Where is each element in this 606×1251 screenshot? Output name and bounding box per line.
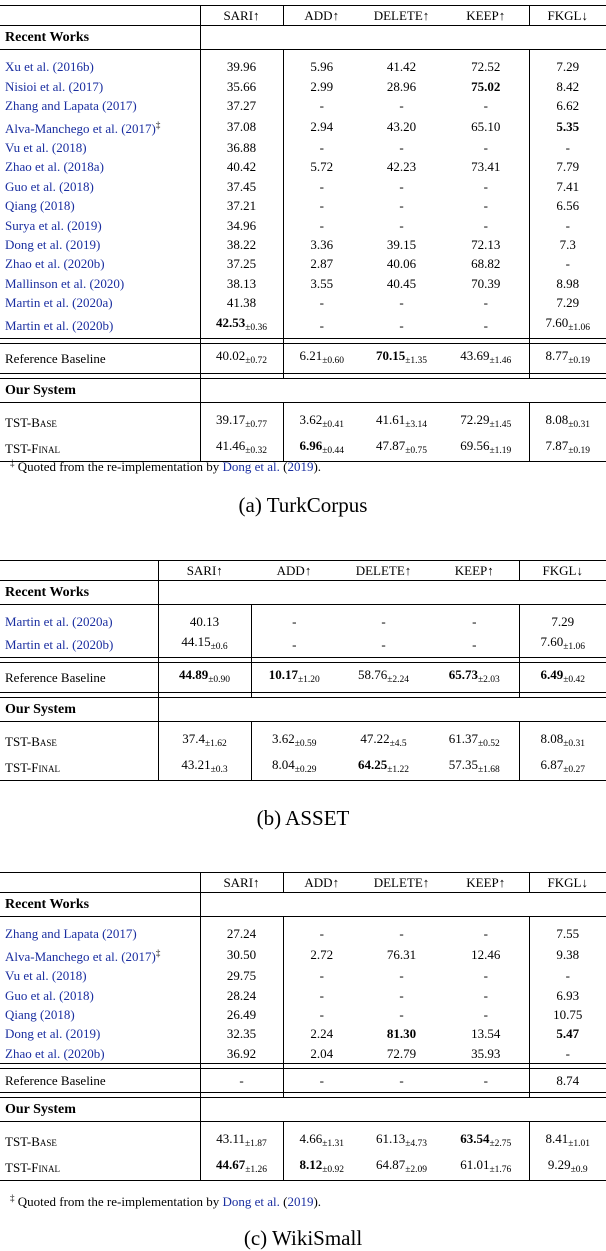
table-row: TST-Final $41.46_{\pm 0.32}$ $6.96_{\pm 0.44}$ $47.87_{\pm 0.75}$ $69.56_{\pm 1.19}$ $7.87_{\pm 0.19}$ [0, 436, 606, 462]
section-label: Our System [0, 379, 200, 403]
table-row: Qiang (2018) 26.49 - - - 10.75 [0, 1005, 606, 1024]
citation-link[interactable]: Guo et al. (2018) [5, 178, 94, 194]
citation-link[interactable]: Martin et al. (2020b) [5, 317, 114, 333]
col-header: ADD↑ [283, 6, 360, 26]
header-row [0, 561, 606, 581]
table-row: Zhang and Lapata (2017) 27.24 - - - 7.55 [0, 924, 606, 943]
table-row: Guo et al. (2018) 28.24 - - - 6.93 [0, 986, 606, 1005]
best-value: 81.30 [386, 1026, 417, 1042]
table-row: TST-Base $37.4_{\pm 1.62}$ $3.62_{\pm 0.59}$ $47.22_{\pm 4.5}$ $61.37_{\pm 0.52}$ $8.08_{\pm 0.31}$ [0, 729, 606, 754]
table-row: TST-Base $39.17_{\pm 0.77}$ $3.62_{\pm 0.41}$ $41.61_{\pm 3.14}$ $72.29_{\pm 1.45}$ $8.08_{\pm 0.31}$ [0, 410, 606, 435]
col-header: SARI↑ [200, 6, 283, 26]
col-header: ADD↑ [283, 873, 360, 893]
best-value: 44.67 [215, 1156, 246, 1172]
col-header: FKGL↓ [519, 561, 606, 581]
citation-link[interactable]: Zhao et al. (2020b) [5, 1045, 105, 1061]
citation-link[interactable]: Martin et al. (2020a) [5, 614, 113, 630]
results-table-wikismall [0, 872, 606, 1181]
col-header: DELETE↑ [360, 873, 443, 893]
table-row: Martin et al. (2020b) $44.15_{\pm 0.6}$ - - - $7.60_{\pm 1.06}$ [0, 632, 606, 658]
table-row: Surya et al. (2019) 34.96 - - - - [0, 216, 606, 235]
citation-link[interactable]: Vu et al. (2018) [5, 968, 87, 984]
table-caption: (a) TurkCorpus [238, 493, 368, 517]
footnote-mark: ‡ [155, 119, 161, 130]
col-header: ADD↑ [251, 561, 337, 581]
citation-link[interactable]: Xu et al. (2016b) [5, 59, 94, 75]
section-label: Our System [0, 1098, 200, 1122]
col-header: DELETE↑ [337, 561, 430, 581]
header-row [0, 6, 606, 26]
table-row: Martin et al. (2020b) $42.53_{\pm 0.36}$ - - - $7.60_{\pm 1.06}$ [0, 313, 606, 339]
footnote: ‡ Quoted from the re-implementation by Dong et al. (2019). [10, 458, 322, 474]
footnote-mark: ‡ [155, 947, 161, 958]
table-row: Guo et al. (2018) 37.45 - - - 7.41 [0, 177, 606, 196]
citation-link[interactable]: Zhang and Lapata (2017) [5, 98, 137, 114]
table-row: Zhang and Lapata (2017) 37.27 - - - 6.62 [0, 96, 606, 115]
table-row: Zhao et al. (2018a) 40.42 5.72 42.23 73.41 7.79 [0, 157, 606, 176]
best-value: 42.53 [215, 314, 246, 330]
citation-link[interactable]: Zhao et al. (2020b) [5, 256, 105, 272]
section-label: Recent Works [0, 893, 200, 917]
citation-link[interactable]: Qiang (2018) [5, 1007, 75, 1023]
section-row [0, 26, 606, 50]
best-value: 65.73 [448, 667, 478, 683]
table-row: TST-Final $44.67_{\pm 1.26}$ $8.12_{\pm 0.92}$ $64.87_{\pm 2.09}$ $61.01_{\pm 1.76}$ $9.29_{\pm 0.9}$ [0, 1155, 606, 1181]
table-row: TST-Final $43.21_{\pm 0.3}$ $8.04_{\pm 0.29}$ $64.25_{\pm 1.22}$ $57.35_{\pm 1.68}$ $6.87_{\pm 0.27}$ [0, 755, 606, 781]
col-header: FKGL↓ [529, 6, 606, 26]
citation-link[interactable]: Nisioi et al. (2017) [5, 78, 104, 94]
citation-link[interactable]: Martin et al. (2020b) [5, 636, 114, 652]
footnote: ‡ Quoted from the re-implementation by Dong et al. (2019). [10, 1193, 322, 1209]
results-table-turkcorpus [0, 5, 606, 462]
section-label: Recent Works [0, 26, 200, 50]
citation-link[interactable]: Martin et al. (2020a) [5, 295, 113, 311]
citation-link[interactable]: Vu et al. (2018) [5, 140, 87, 156]
best-value: 64.25 [357, 756, 388, 772]
best-value: 6.96 [299, 437, 323, 453]
best-value: 44.89 [178, 667, 209, 683]
citation-link[interactable]: Qiang (2018) [5, 198, 75, 214]
section-row [0, 698, 606, 722]
section-row [0, 379, 606, 403]
best-value: 5.35 [529, 116, 606, 138]
table-row: Xu et al. (2016b) 39.96 5.96 41.42 72.52 7.29 [0, 57, 606, 76]
col-header: KEEP↑ [443, 6, 529, 26]
header-row [0, 873, 606, 893]
best-value: 8.12 [299, 1156, 323, 1172]
section-label: Recent Works [0, 581, 158, 605]
table-row: Martin et al. (2020a) 41.38 - - - 7.29 [0, 293, 606, 312]
baseline-row: Reference Baseline - - - - 8.74 [0, 1069, 606, 1093]
best-value: 75.02 [471, 78, 501, 94]
section-label: Our System [0, 698, 158, 722]
best-value: 6.49 [540, 667, 564, 683]
table-row: Dong et al. (2019) 32.35 2.24 81.30 13.54 5.47 [0, 1024, 606, 1043]
table-caption: (b) ASSET [256, 806, 350, 830]
citation-link[interactable]: Dong et al. [222, 1194, 280, 1209]
citation-link[interactable]: Zhao et al. (2018a) [5, 159, 104, 175]
citation-link[interactable]: Alva-Manchego et al. (2017) [5, 120, 156, 136]
citation-link[interactable]: Dong et al. (2019) [5, 1026, 101, 1042]
col-header: KEEP↑ [443, 873, 529, 893]
table-caption: (c) WikiSmall [243, 1226, 363, 1250]
table-row: Vu et al. (2018) 29.75 - - - - [0, 966, 606, 985]
col-header: SARI↑ [200, 873, 283, 893]
baseline-row: Reference Baseline $44.89_{\pm 0.90}$ $10.17_{\pm 1.20}$ $58.76_{\pm 2.24}$ $65.73_{\pm 2.03}$ $6.49_{\pm 0.42}$ [0, 663, 606, 693]
citation-link[interactable]: Zhang and Lapata (2017) [5, 926, 137, 942]
citation-link[interactable]: Dong et al. (2019) [5, 237, 101, 253]
table-row: Nisioi et al. (2017) 35.66 2.99 28.96 75.02 8.42 [0, 77, 606, 96]
best-value: 70.15 [375, 348, 406, 364]
citation-link[interactable]: Mallinson et al. (2020) [5, 275, 125, 291]
table-row: Zhao et al. (2020b) 36.92 2.04 72.79 35.93 - [0, 1044, 606, 1064]
baseline-row: Reference Baseline $40.02_{\pm 0.72}$ $6.21_{\pm 0.60}$ $70.15_{\pm 1.35}$ $43.69_{\pm 1.46}$ $8.77_{\pm 0.19}$ [0, 344, 606, 374]
citation-link[interactable]: Dong et al. [222, 459, 280, 474]
col-header: SARI↑ [158, 561, 251, 581]
citation-link[interactable]: 2019 [287, 1194, 314, 1209]
section-row [0, 893, 606, 917]
best-value: 63.54 [460, 1131, 490, 1147]
col-header: DELETE↑ [360, 6, 443, 26]
best-value: 5.47 [529, 1024, 606, 1043]
citation-link[interactable]: Alva-Manchego et al. (2017) [5, 948, 156, 964]
best-value: 10.17 [268, 667, 298, 683]
table-row: Martin et al. (2020a) 40.13 - - - 7.29 [0, 612, 606, 631]
table-row: TST-Base $43.11_{\pm 1.87}$ $4.66_{\pm 1.31}$ $61.13_{\pm 4.73}$ $63.54_{\pm 2.75}$ $8.41_{\pm 1.01}$ [0, 1129, 606, 1154]
citation-link[interactable]: Guo et al. (2018) [5, 987, 94, 1003]
table-row: Mallinson et al. (2020) 38.13 3.55 40.45 70.39 8.98 [0, 274, 606, 293]
col-header: KEEP↑ [430, 561, 519, 581]
citation-link[interactable]: Surya et al. (2019) [5, 217, 102, 233]
table-row: Zhao et al. (2020b) 37.25 2.87 40.06 68.82 - [0, 254, 606, 273]
table-row: Dong et al. (2019) 38.22 3.36 39.15 72.13 7.3 [0, 235, 606, 254]
results-table-asset [0, 560, 606, 781]
table-row: Alva-Manchego et al. (2017)‡ 30.50 2.72 76.31 12.46 9.38 [0, 944, 606, 966]
table-row: Vu et al. (2018) 36.88 - - - - [0, 138, 606, 157]
section-row [0, 581, 606, 605]
section-row [0, 1098, 606, 1122]
col-header: FKGL↓ [529, 873, 606, 893]
table-row: Qiang (2018) 37.21 - - - 6.56 [0, 196, 606, 215]
table-row: Alva-Manchego et al. (2017)‡ 37.08 2.94 43.20 65.10 5.35 [0, 116, 606, 138]
citation-link[interactable]: 2019 [287, 459, 314, 474]
